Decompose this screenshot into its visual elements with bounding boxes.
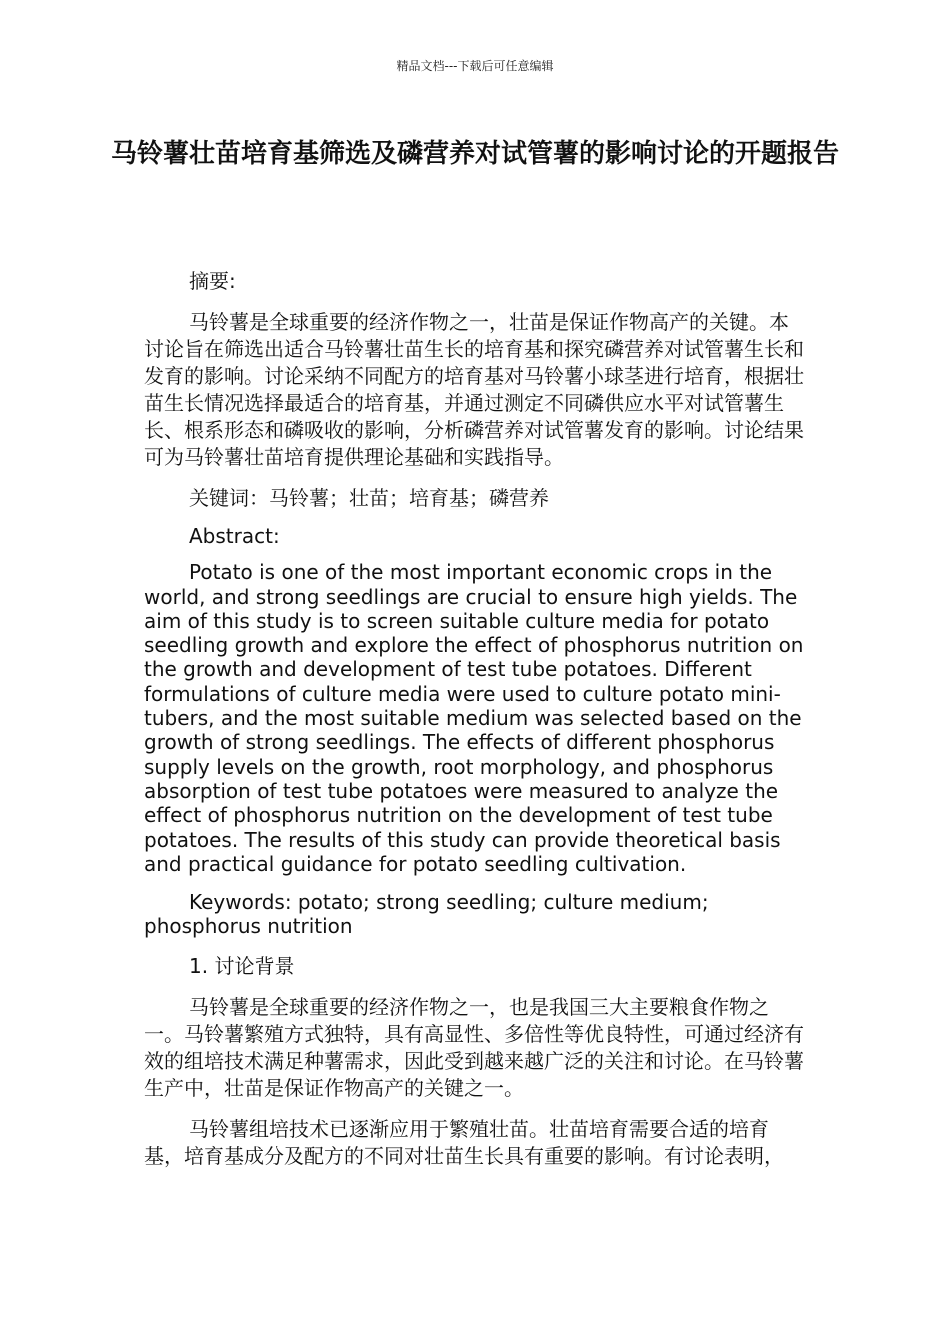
keywords-cn: 关键词：马铃薯；壮苗；培育基；磷营养 [189, 486, 549, 510]
section-paragraph: 马铃薯是全球重要的经济作物之一，也是我国三大主要粮食作物之一。马铃薯繁殖方式独特，具有高显性、多倍性等优良特性，可通过经济有效的组培技术满足种薯需求，因此受到越来越广泛的关注和讨论。在马铃薯生产中，壮苗是保证作物高产的关键之一。 [144, 994, 804, 1100]
document-body [144, 268, 806, 1184]
abstract-en-body: Potato is one of the most important economic crops in the world, and strong seedlings are crucial to ensure high yields. The aim of this study is to screen suitable culture media for potato seedling growth and explore the effect of phosphorus nutrition on the growth and development of test tube potatoes. Different formulations of culture media were used to culture potato mini-tubers, and the most suitable medium was selected based on the growth of strong seedlings. The effects of different phosphorus supply levels on the growth, root morphology, and phosphorus absorption of test tube potatoes were measured to analyze the effect of phosphorus nutrition on the development of test tube potatoes. The results of this study can provide theoretical basis and practical guidance for potato seedling cultivation. [144, 560, 804, 876]
abstract-en-label: Abstract: [189, 524, 280, 548]
document-title: 马铃薯壮苗培育基筛选及磷营养对试管薯的影响讨论的开题报告 [110, 139, 839, 169]
abstract-cn-body: 马铃薯是全球重要的经济作物之一，壮苗是保证作物高产的关键。本讨论旨在筛选出适合马铃薯壮苗生长的培育基和探究磷营养对试管薯生长和发育的影响。讨论采纳不同配方的培育基对马铃薯小球茎进行培育，根据壮苗生长情况选择最适合的培育基，并通过测定不同磷供应水平对试管薯生长、根系形态和磷吸收的影响，分析磷营养对试管薯发育的影响。讨论结果可为马铃薯壮苗培育提供理论基础和实践指导。 [144, 310, 804, 469]
header-note: 精品文档---下载后可任意编辑 [396, 59, 554, 73]
abstract-cn-label: 摘要: [189, 269, 236, 293]
keywords-en: Keywords: potato; strong seedling; culture medium; phosphorus nutrition [144, 890, 709, 939]
section-paragraph: 马铃薯组培技术已逐渐应用于繁殖壮苗。壮苗培育需要合适的培育基，培育基成分及配方的不同对壮苗生长具有重要的影响。有讨论表明， [144, 1116, 784, 1168]
section-heading: 1. 讨论背景 [189, 953, 295, 978]
